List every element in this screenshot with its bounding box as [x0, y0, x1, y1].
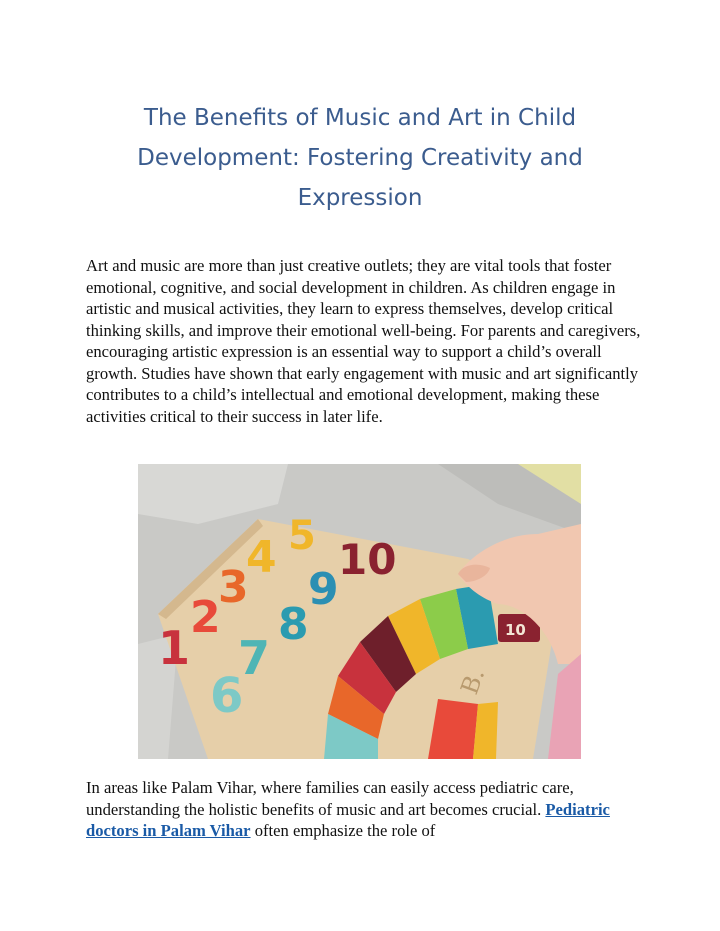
intro-paragraph: Art and music are more than just creative outlets; they are vital tools that foster emotional, cognitive, and social development in children. As children engage in artistic and musical activities, they learn to express themselves, develop critical thinking skills, and improve their emotional well-being. For parents and caregivers, encouraging artistic expression is an essential way to support a child’s overall growth. Studies have shown that early engagement with music and art significantly contributes to a child’s intellectual and emotional development, making these activities critical to their success in later life. — [86, 256, 641, 426]
page-title: The Benefits of Music and Art in Child Development: Fostering Creativity and Expression — [137, 105, 583, 211]
number-3-piece: 3 — [218, 562, 249, 613]
board-label-10: 10 — [505, 621, 526, 639]
number-7-piece: 7 — [238, 631, 271, 685]
brand-mark: B. — [455, 664, 491, 699]
number-10-piece: 10 — [338, 535, 397, 584]
number-6-piece: 6 — [210, 668, 244, 724]
number-9-piece: 9 — [308, 564, 339, 615]
pediatric-doctors-link[interactable]: Pediatric doctors in Palam Vihar — [86, 799, 610, 840]
number-5-piece: 5 — [288, 513, 316, 559]
number-4-piece: 4 — [246, 532, 277, 583]
number-1-piece: 1 — [158, 621, 191, 675]
paragraph-text-after-link: often emphasize the role of — [250, 821, 436, 840]
body-paragraph — [86, 777, 642, 842]
number-2-piece: 2 — [190, 592, 221, 643]
paragraph-text-before-link: In areas like Palam Vihar, where families can easily access pediatric care, understanding the holistic benefits of music and art becomes crucial. — [86, 778, 574, 819]
photo-number-puzzle — [138, 464, 581, 759]
number-8-piece: 8 — [278, 599, 309, 650]
